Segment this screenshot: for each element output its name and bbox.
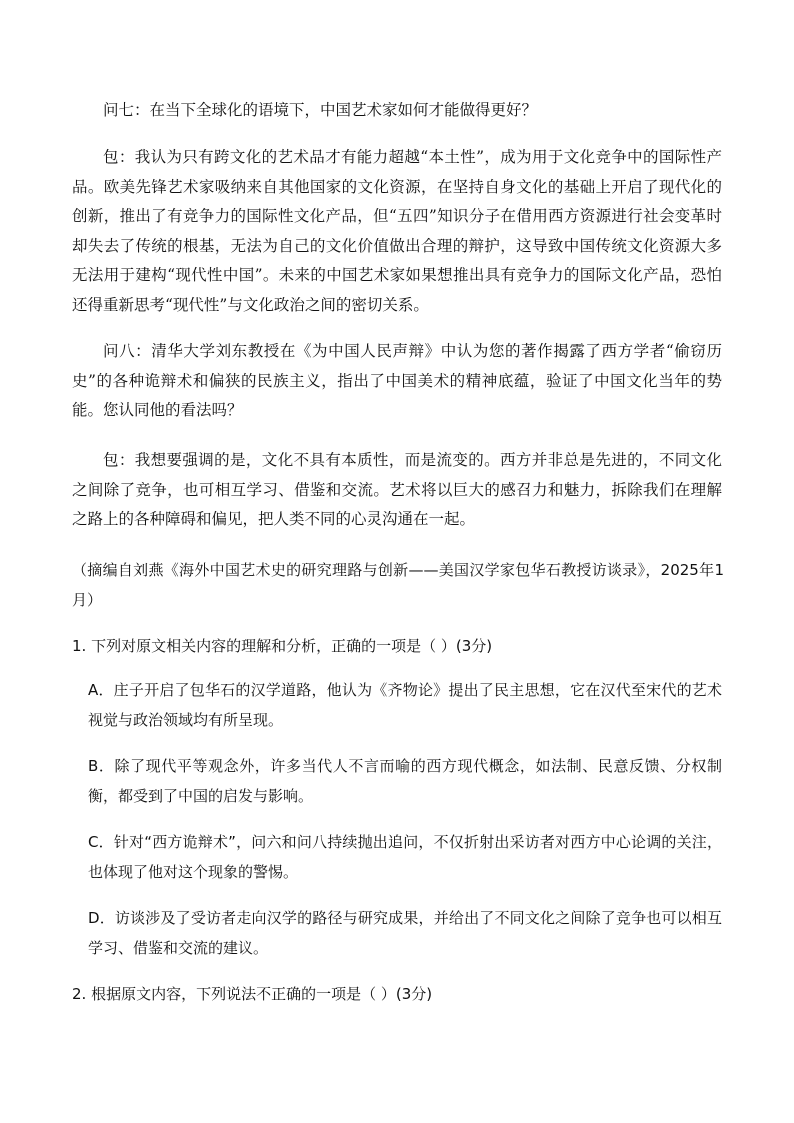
question-1-option-c: C．针对“西方诡辩术”，问六和问八持续抛出追问，不仅折射出采访者对西方中心论调的关注，也体现了他对这个现象的警惕。 xyxy=(88,833,722,881)
answer-seven: 包：我认为只有跨文化的艺术品才有能力超越“本土性”，成为用于文化竞争中的国际性产品。欧美先锋艺术家吸纳来自其他国家的文化资源，在坚持自身文化的基础上开启了现代化的创新，推出了有竞争力的国际性文化产品，但“五四”知识分子在借用西方资源进行社会变革时却失去了传统的根基，无法为自己的文化价值做出合理的辩护，这导致中国传统文化资源大多无法用于建构“现代性中国”。未来的中国艺术家如果想推出具有竞争力的国际文化产品，恐怕还得重新思考“现代性”与文化政治之间的密切关系。 xyxy=(72,148,722,314)
question-eight: 问八：清华大学刘东教授在《为中国人民声辩》中认为您的著作揭露了西方学者“偷窃历史”的各种诡辩术和偏狭的民族主义，指出了中国美术的精神底蕴，验证了中国文化当年的势能。您认同他的看法吗？ xyxy=(72,342,722,419)
question-seven: 问七：在当下全球化的语境下，中国艺术家如何才能做得更好？ xyxy=(103,101,538,119)
question-1-option-b: B．除了现代平等观念外，许多当代人不言而喻的西方现代概念，如法制、民意反馈、分权制衡，都受到了中国的启发与影响。 xyxy=(88,757,722,805)
question-1-stem: 1. 下列对原文相关内容的理解和分析，正确的一项是（ ）(3分) xyxy=(72,637,493,655)
question-2-stem: 2. 根据原文内容，下列说法不正确的一项是（ ）(3分) xyxy=(72,985,433,1003)
question-1-option-d: D．访谈涉及了受访者走向汉学的路径与研究成果，并给出了不同文化之间除了竞争也可以相互学习、借鉴和交流的建议。 xyxy=(88,909,722,957)
source-citation: （摘编自刘燕《海外中国艺术史的研究理路与创新——美国汉学家包华石教授访谈录》，2025年1月） xyxy=(72,561,724,609)
question-1-option-a: A．庄子开启了包华石的汉学道路，他认为《齐物论》提出了民主思想，它在汉代至宋代的艺术视觉与政治领域均有所呈现。 xyxy=(88,681,722,729)
answer-eight: 包：我想要强调的是，文化不具有本质性，而是流变的。西方并非总是先进的，不同文化之间除了竞争，也可相互学习、借鉴和交流。艺术将以巨大的感召力和魅力，拆除我们在理解之路上的各种障碍和偏见，把人类不同的心灵沟通在一起。 xyxy=(72,451,722,528)
